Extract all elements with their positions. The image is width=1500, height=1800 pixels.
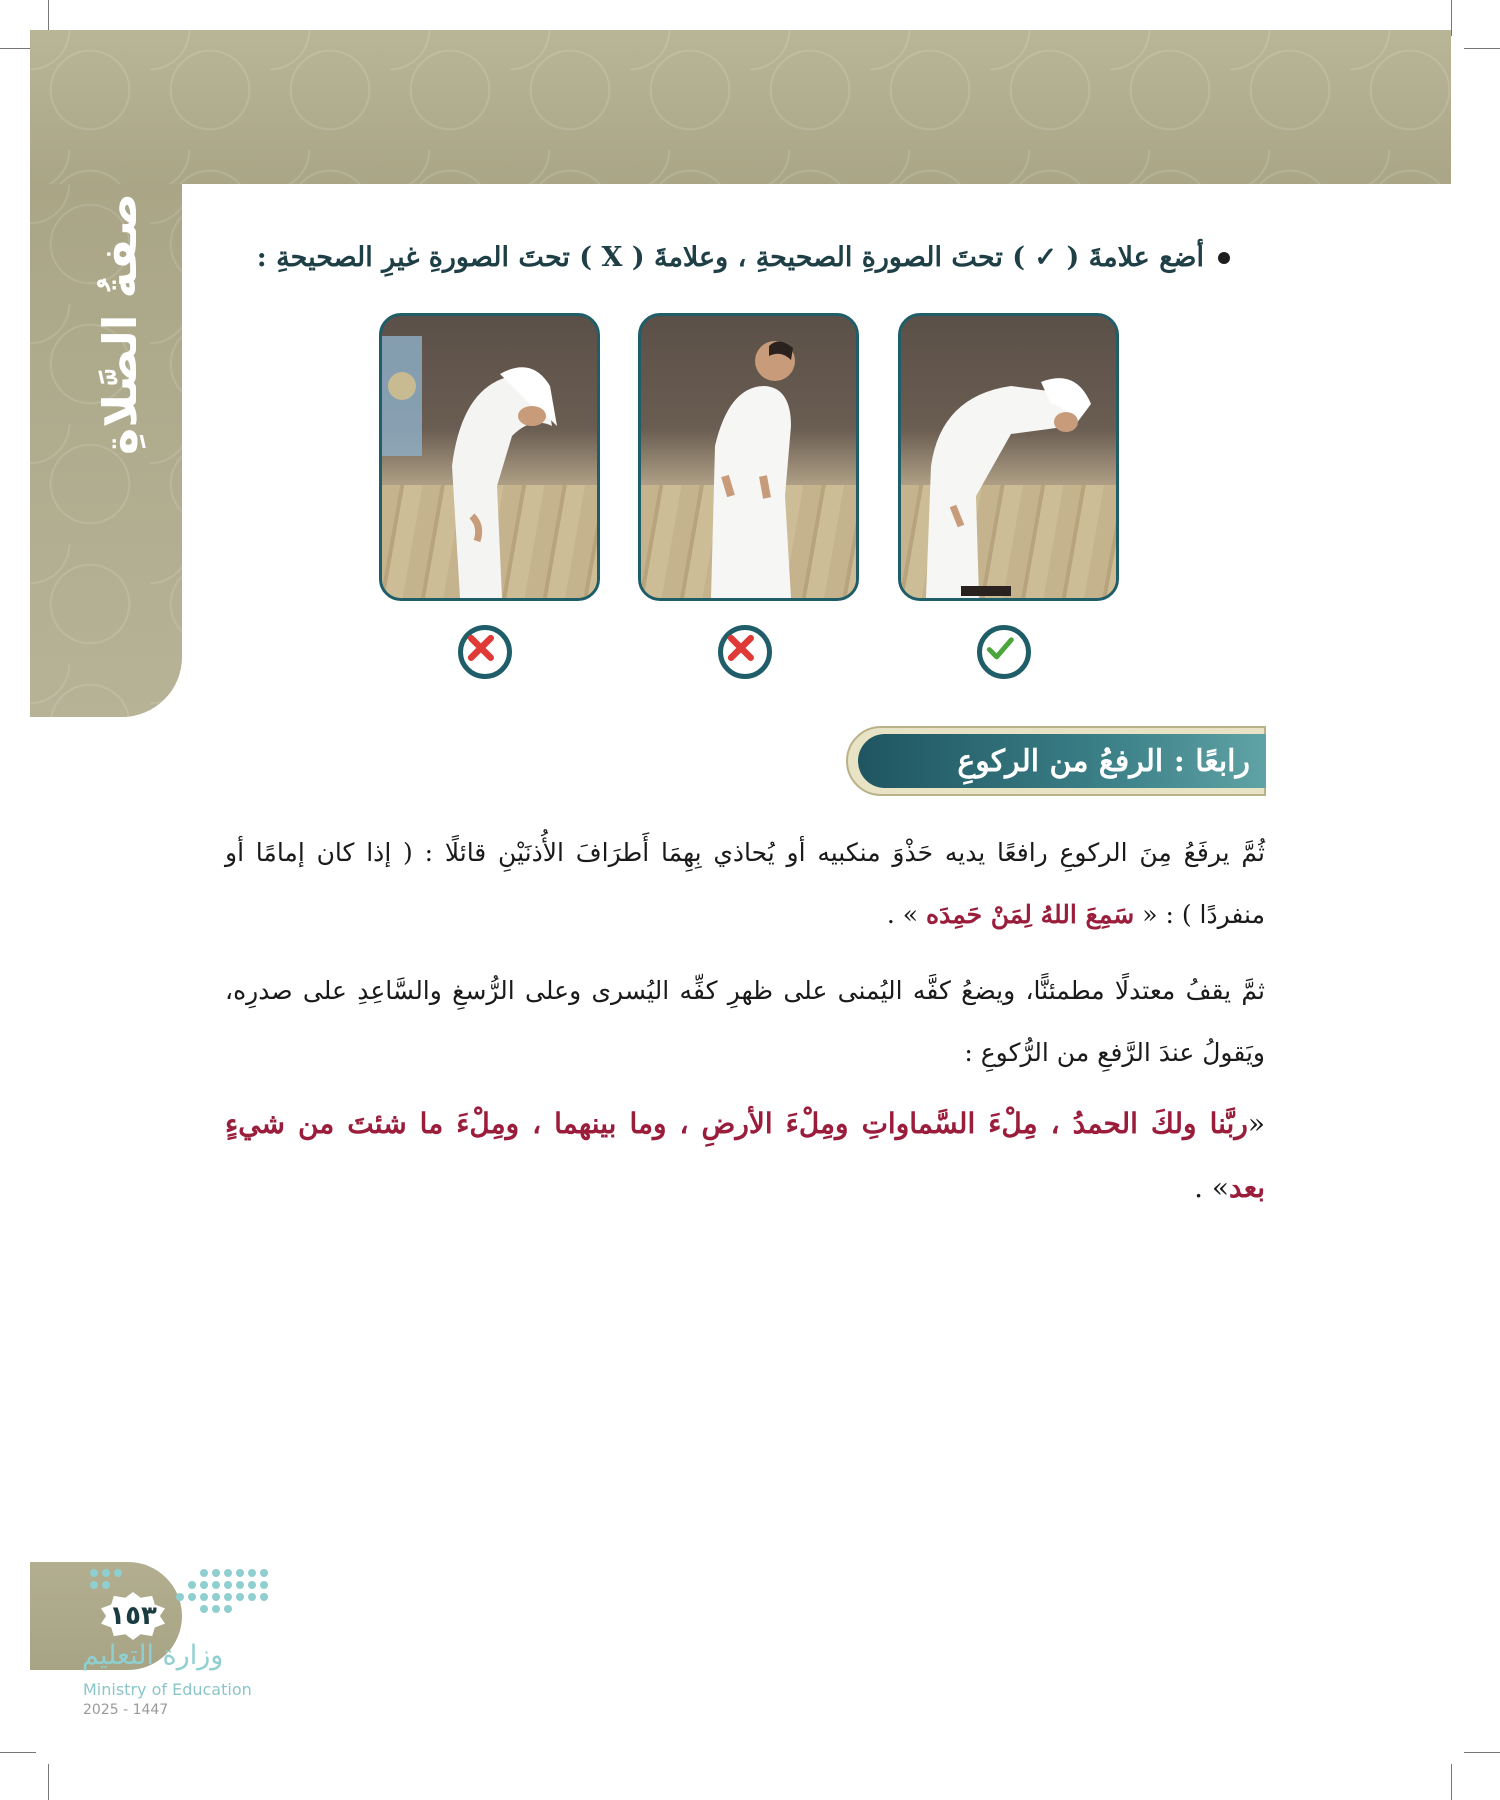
paragraph-raising	[225, 822, 1265, 946]
dua-open: «	[1247, 1107, 1265, 1140]
bullet-icon	[1218, 252, 1230, 264]
instruction-text: أضع علامةَ ( ✓ ) تحتَ الصورةِ الصحيحةِ ، وعلامةَ ( X ) تحتَ الصورةِ غيرِ الصحيحةِ :	[256, 242, 1204, 273]
section-heading	[846, 726, 1266, 796]
quote-end: » .	[886, 900, 919, 929]
praying-figure-image	[641, 316, 856, 598]
crop-mark	[1451, 1764, 1452, 1800]
page-number-badge	[101, 1592, 165, 1640]
edition-year: 2025 - 1447	[83, 1702, 169, 1718]
dua-body: ربَّنا ولكَ الحمدُ ، مِلْءَ السَّماواتِ ومِلْءَ الأرضِ ، وما بينهما ، ومِلْءَ ما شئتَ من شيءٍ بعد	[225, 1107, 1265, 1204]
crop-mark	[1464, 1752, 1500, 1753]
crop-mark	[0, 1752, 36, 1753]
cross-icon	[458, 625, 512, 679]
chapter-title	[80, 184, 160, 464]
photo-bowing-head-down	[379, 313, 600, 601]
header-band	[30, 30, 1451, 184]
chapter-title-text: صفةُ الصَّلاةِ	[92, 193, 147, 455]
paragraph-text: ثمَّ يقفُ معتدلًا مطمئنًّا، ويضعُ كفَّه اليُمنى على ظهرِ كفِّه اليُسرى وعلى الرُّسغِ والسَّاعِدِ على صدرِه، ويَقولُ عندَ الرَّفعِ من الرُّكوعِ :	[225, 976, 1265, 1067]
photo-bowing-correct	[898, 313, 1119, 601]
instruction	[257, 242, 1230, 273]
paragraph-standing	[225, 960, 1265, 1084]
quote-text: سَمِعَ اللهُ لِمَنْ حَمِدَه	[925, 900, 1135, 929]
crop-mark	[48, 1764, 49, 1800]
ministry-name-en: Ministry of Education	[83, 1680, 252, 1699]
crop-mark	[1464, 48, 1500, 49]
dua-text	[225, 1092, 1265, 1220]
section-title: رابعًا : الرفعُ من الركوعِ	[957, 743, 1250, 779]
photo-bowing-slight	[638, 313, 859, 601]
praying-figure-image	[901, 316, 1116, 598]
praying-figure-image	[382, 316, 597, 598]
check-icon	[977, 625, 1031, 679]
cross-icon	[718, 625, 772, 679]
ministry-name-ar: وزارة التعليم	[82, 1640, 224, 1671]
page-number: ١٥٣	[109, 1601, 157, 1631]
crop-mark	[1451, 0, 1452, 36]
paragraph-text: ثُمَّ يرفَعُ مِنَ الركوعِ رافعًا يديه حَذْوَ منكبيه أو يُحاذي بِهِمَا أَطرَافَ الأُذنَيْنِ قائلًا : ( إذا كان إمامًا أو منفردًا ) : «	[225, 838, 1265, 929]
dua-close: » .	[1194, 1171, 1229, 1204]
